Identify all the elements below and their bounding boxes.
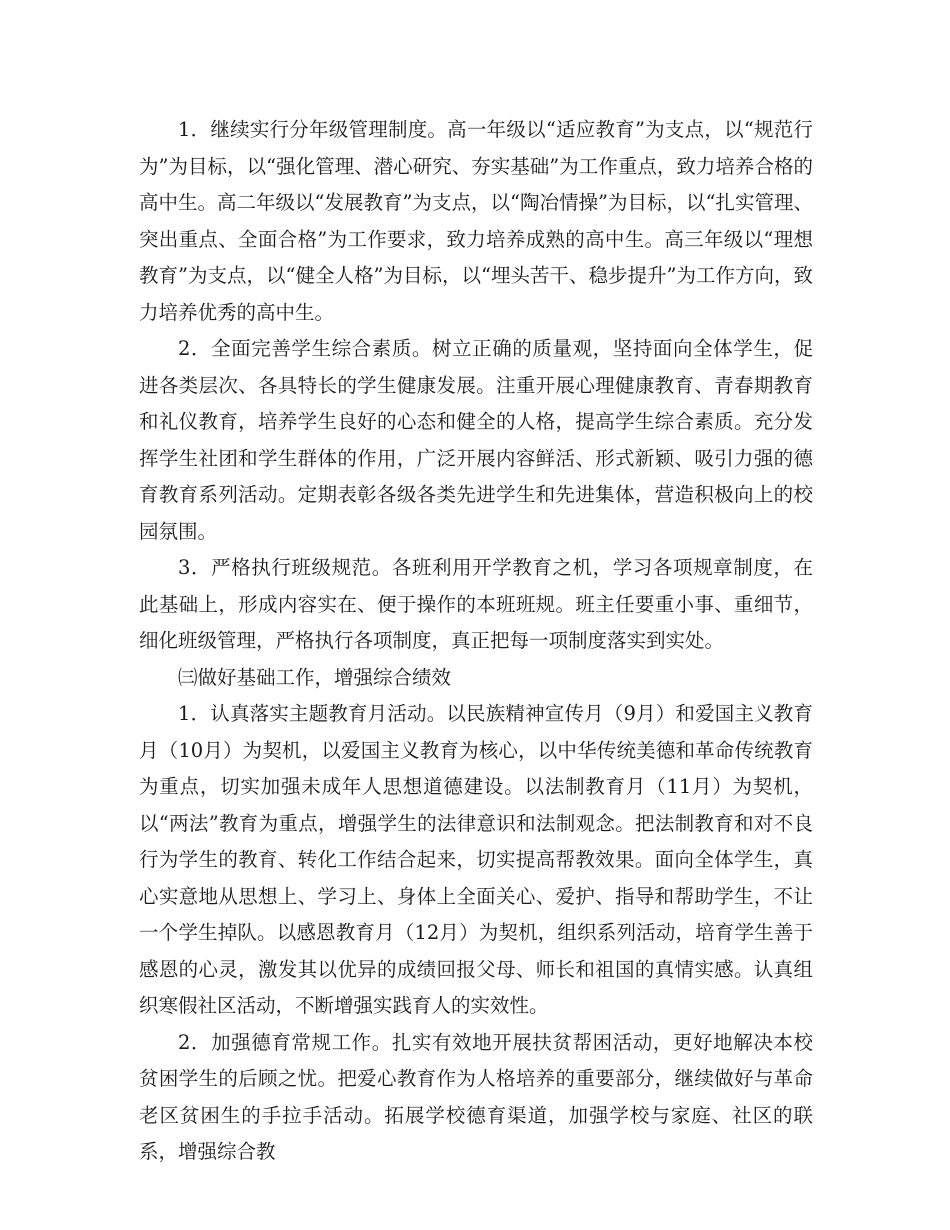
paragraph-theme-education-month: 1．认真落实主题教育月活动。以民族精神宣传月（9月）和爱国主义教育月（10月）为契机，以爱国主义教育为核心，以中华传统美德和革命传统教育为重点，切实加强未成年人思想道德建设。以法制教育月（11月）为契机，以“两法”教育为重点，增强学生的法律意识和法制观念。把法制教育和对不良行为学生的教育、转化工作结合起来，切实提高帮教效果。面向全体学生，真心实意地从思想上、学习上、身体上全面关心、爱护、指导和帮助学生，不让一个学生掉队。以感恩教育月（12月）为契机，组织系列活动，培育学生善于感恩的心灵，激发其以优异的成绩回报父母、师长和祖国的真情实感。认真组织寒假社区活动，不断增强实践育人的实效性。 [139, 702, 813, 1017]
paragraph-class-rules: 3．严格执行班级规范。各班利用开学教育之机，学习各项规章制度，在此基础上，形成内容实在、便于操作的本班班规。班主任要重小事、重细节，细化班级管理，严格执行各项制度，真正把每一项制度落实到实处。 [139, 556, 813, 652]
paragraph-student-quality: 2．全面完善学生综合素质。树立正确的质量观，坚持面向全体学生，促进各类层次、各具特长的学生健康发展。注重开展心理健康教育、青春期教育和礼仪教育，培养学生良好的心态和健全的人格，提高学生综合素质。充分发挥学生社团和学生群体的作用，广泛开展内容鲜活、形式新颖、吸引力强的德育教育系列活动。定期表彰各级各类先进学生和先进集体，营造积极向上的校园氛围。 [139, 337, 813, 543]
paragraph-moral-education-routine: 2．加强德育常规工作。扎实有效地开展扶贫帮困活动，更好地解决本校贫困学生的后顾之忧。把爱心教育作为人格培养的重要部分，继续做好与革命老区贫困生的手拉手活动。拓展学校德育渠道，加强学校与家庭、社区的联系，增强综合教 [139, 1030, 813, 1163]
section-heading-basic-work: ㈢做好基础工作，增强综合绩效 [178, 665, 452, 689]
paragraph-grade-management: 1．继续实行分年级管理制度。高一年级以“适应教育”为支点，以“规范行为”为目标，以“强化管理、潜心研究、夯实基础”为工作重点，致力培养合格的高中生。高二年级以“发展教育”为支点，以“陶冶情操”为目标，以“扎实管理、突出重点、全面合格”为工作要求，致力培养成熟的高中生。高三年级以“理想教育”为支点，以“健全人格”为目标，以“埋头苦干、稳步提升”为工作方向，致力培养优秀的高中生。 [139, 118, 813, 324]
document-body [139, 112, 813, 1171]
